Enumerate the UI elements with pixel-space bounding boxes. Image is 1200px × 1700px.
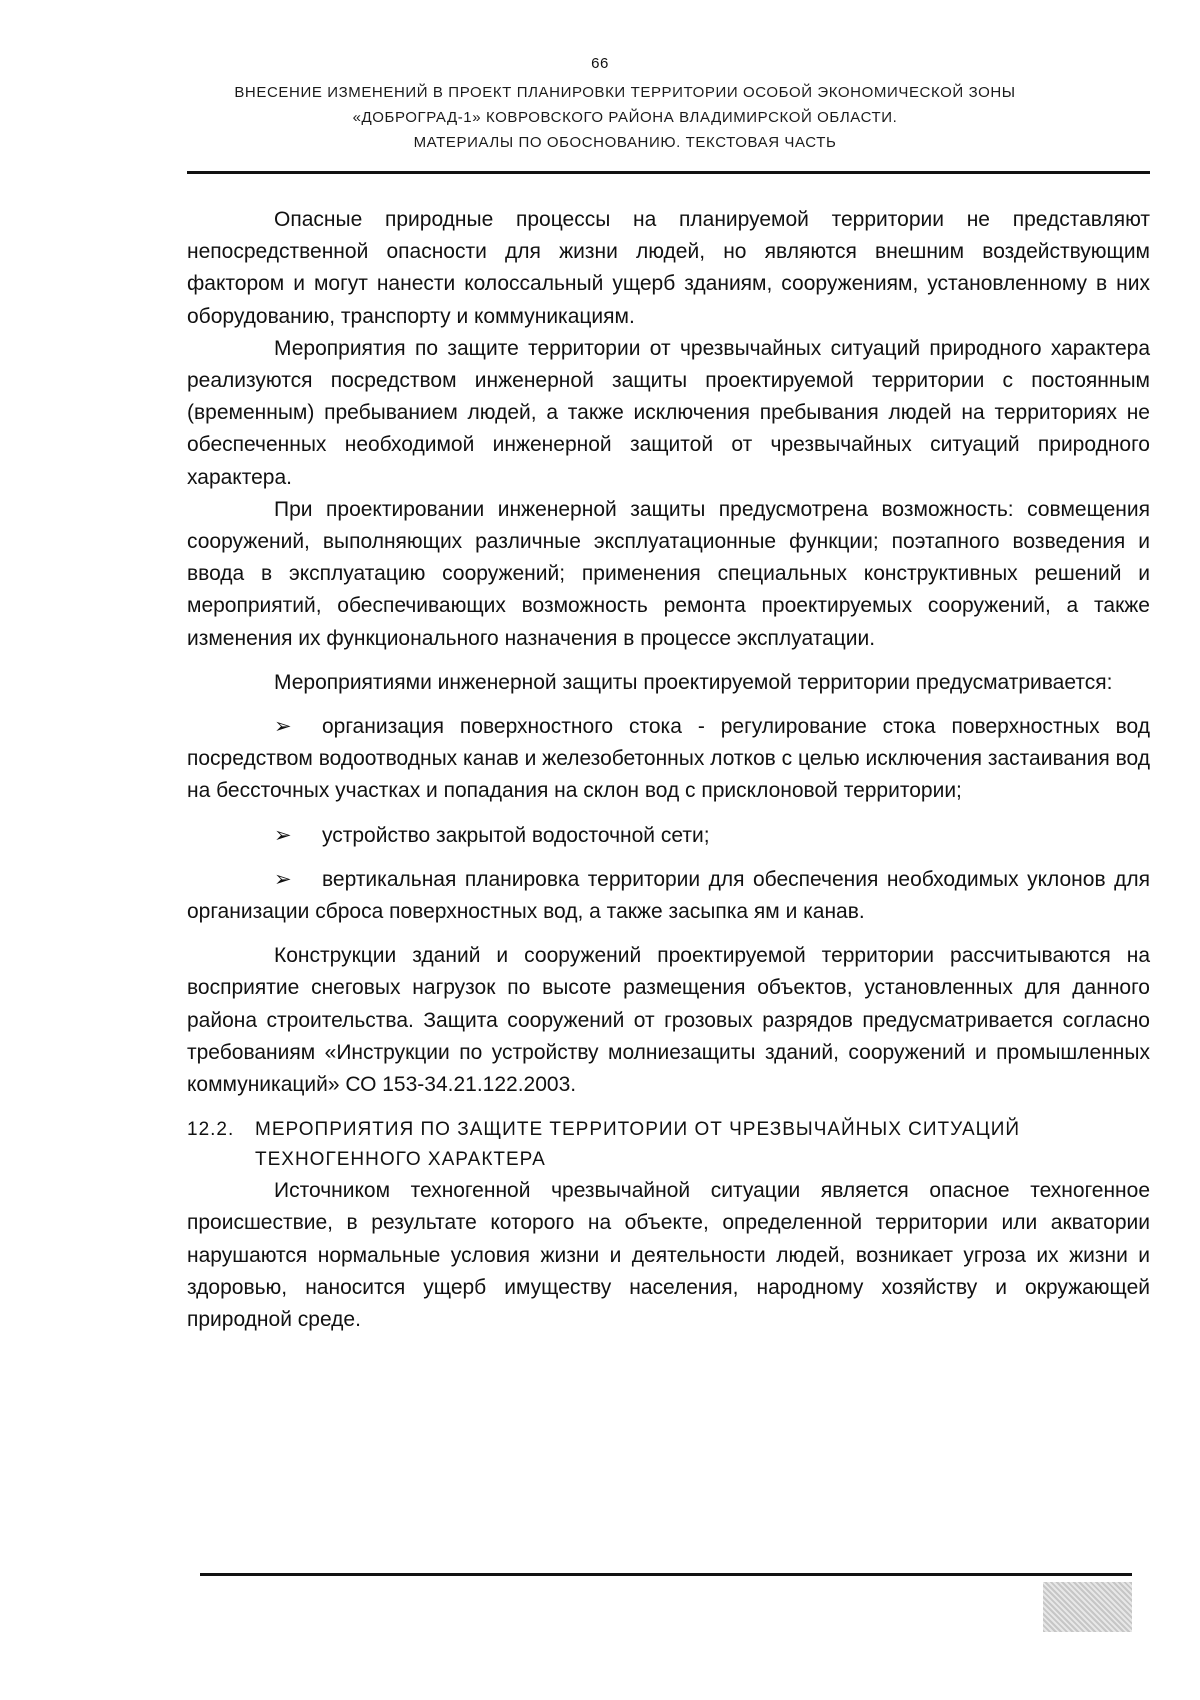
paragraph-4: Мероприятиями инженерной защиты проектируемой территории предусматривается:	[274, 670, 1113, 694]
paragraph-2: Мероприятия по защите территории от чрезвычайных ситуаций природного характера реализуются посредством инженерной защиты проектируемой территории с постоянным (временным) пребыванием людей, а также исключения пребывания людей на территориях не обеспеченных необходимой инженерной защитой от чрезвычайных ситуаций природного характера.	[187, 336, 1150, 489]
document-body	[187, 204, 1150, 1336]
bullet-item-1	[187, 711, 1150, 808]
header-line-2: «ДОБРОГРАД-1» КОВРОВСКОГО РАЙОНА ВЛАДИМИРСКОЙ ОБЛАСТИ.	[352, 109, 898, 126]
bullet-item-2	[187, 820, 1150, 852]
bullet-text-2: устройство закрытой водосточной сети;	[322, 823, 710, 847]
arrow-bullet-icon: ➢	[274, 715, 292, 739]
section-title-line-1: МЕРОПРИЯТИЯ ПО ЗАЩИТЕ ТЕРРИТОРИИ ОТ ЧРЕЗВЫЧАЙНЫХ СИТУАЦИЙ	[255, 1119, 1021, 1141]
header-line-3: МАТЕРИАЛЫ ПО ОБОСНОВАНИЮ. ТЕКСТОВАЯ ЧАСТЬ	[413, 134, 837, 151]
arrow-bullet-icon: ➢	[274, 823, 292, 847]
section-heading	[187, 1115, 1150, 1175]
bullet-text-3: вертикальная планировка территории для обеспечения необходимых уклонов для организации сброса поверхностных вод, а также засыпка ям и канав.	[187, 867, 1150, 924]
section-number: 12.2.	[187, 1119, 235, 1141]
bullet-text-1: организация поверхностного стока - регулирование стока поверхностных вод посредством водоотводных канав и железобетонных лотков с целью исключения застаивания вод на бессточных участках и попадания на склон вод с присклоновой территории;	[187, 715, 1150, 803]
header-line-1: ВНЕСЕНИЕ ИЗМЕНЕНИЙ В ПРОЕКТ ПЛАНИРОВКИ ТЕРРИТОРИИ ОСОБОЙ ЭКОНОМИЧЕСКОЙ ЗОНЫ	[234, 84, 1016, 101]
footer-divider	[200, 1573, 1132, 1576]
bullet-item-3	[187, 864, 1150, 928]
arrow-bullet-icon: ➢	[274, 867, 292, 891]
section-title-line-2: ТЕХНОГЕННОГО ХАРАКТЕРА	[255, 1149, 546, 1171]
page-header	[150, 80, 1100, 155]
scan-stamp-mark	[1043, 1582, 1132, 1632]
page-number: 66	[591, 55, 609, 72]
paragraph-6: Источником техногенной чрезвычайной ситуации является опасное техногенное происшествие, в результате которого на объекте, определенной территории или акватории нарушаются нормальные условия жизни и деятельности людей, возникает угроза их жизни и здоровью, наносится ущерб имуществу населения, народному хозяйству и окружающей природной среде.	[187, 1179, 1150, 1332]
paragraph-3: При проектировании инженерной защиты предусмотрена возможность: совмещения сооружений, выполняющих различные эксплуатационные функции; поэтапного возведения и ввода в эксплуатацию сооружений; применения специальных конструктивных решений и мероприятий, обеспечивающих возможность ремонта проектируемых сооружений, а также изменения их функционального назначения в процессе эксплуатации.	[187, 497, 1150, 650]
paragraph-1: Опасные природные процессы на планируемой территории не представляют непосредственной опасности для жизни людей, но являются внешним воздействующим фактором и могут нанести колоссальный ущерб зданиям, сооружениям, установленному в них оборудованию, транспорту и коммуникациям.	[187, 208, 1150, 328]
header-divider	[187, 171, 1150, 174]
paragraph-5: Конструкции зданий и сооружений проектируемой территории рассчитываются на восприятие снеговых нагрузок по высоте размещения объектов, установленных для данного района строительства. Защита сооружений от грозовых разрядов предусматривается согласно требованиям «Инструкции по устройству молниезащиты зданий, сооружений и промышленных коммуникаций» СО 153-34.21.122.2003.	[187, 944, 1150, 1097]
